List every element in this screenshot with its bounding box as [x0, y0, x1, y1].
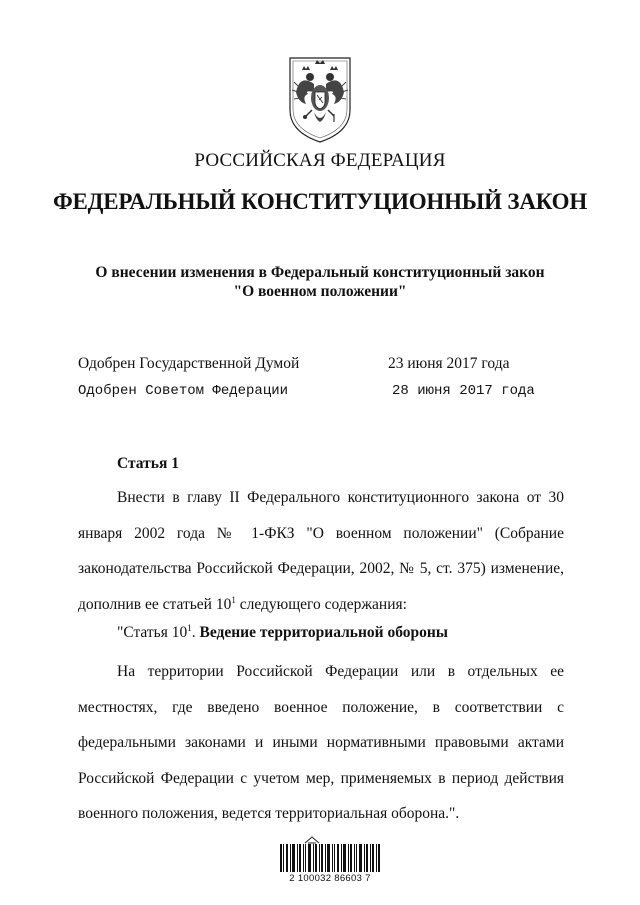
- quoted-article-title: Ведение территориальной обороны: [199, 624, 448, 641]
- barcode-icon: [280, 832, 380, 877]
- superscript-1: 1: [231, 594, 236, 605]
- country-title: РОССИЙСКАЯ ФЕДЕРАЦИЯ: [194, 150, 446, 171]
- quoted-article-superscript: 1: [187, 623, 192, 633]
- quoted-article-dot: .: [191, 624, 200, 641]
- quoted-article-number: "Статья 10: [117, 624, 188, 641]
- coat-of-arms-emblem-icon: [284, 52, 356, 144]
- article-paragraph-1: [78, 480, 564, 622]
- approval-federation-council-label: Одобрен Советом Федерации: [78, 383, 289, 399]
- approval-duma-label: Одобрен Государственной Думой: [78, 355, 300, 372]
- subtitle-line-1: О внесении изменения в Федеральный конституционный закон: [95, 264, 545, 281]
- quoted-article-title-line: [117, 624, 448, 642]
- subtitle-line-2: "О военном положении": [233, 283, 407, 300]
- law-subtitle: [0, 263, 640, 301]
- law-type-heading: ФЕДЕРАЛЬНЫЙ КОНСТИТУЦИОННЫЙ ЗАКОН: [52, 189, 588, 214]
- article-paragraph-2: На территории Российской Федерации или в отдельных ее местностях, где введено военное положение, в соответствии с федеральными законами и иными нормативными правовыми актами Российской Федерации с учетом мер, применяемых в период действия военного положения, ведется территориальная оборона.".: [78, 663, 564, 822]
- paragraph-1-text: Внести в главу II Федерального конституционного закона от 30 января 2002 года № 1-ФКЗ "О военном положении" (Собрание законодательства Российской Федерации, 2002, № 5, ст. 375) изменение, дополнив ее статьей 10: [78, 489, 564, 613]
- approval-federation-council-date: 28 июня 2017 года: [392, 383, 535, 399]
- article-heading: Статья 1: [117, 455, 179, 472]
- approval-duma-date: 23 июня 2017 года: [388, 355, 510, 372]
- paragraph-1-tail: следующего содержания:: [235, 595, 407, 613]
- barcode-number: 2 100032 86603 7: [289, 873, 371, 884]
